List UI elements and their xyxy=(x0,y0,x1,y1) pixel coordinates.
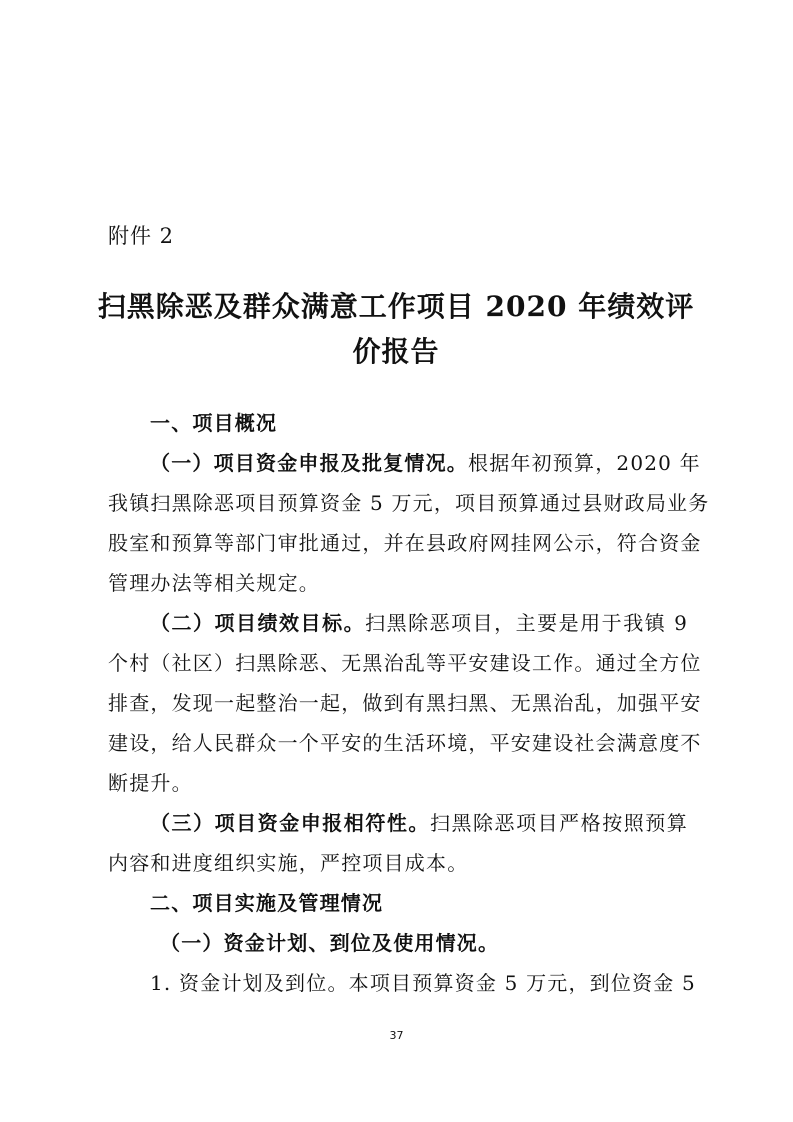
attachment-label: 附件 2 xyxy=(108,224,175,248)
section-1-heading: 一、项目概况 xyxy=(150,411,278,435)
paragraph-3-line-1-text: 扫黑除恶项目严格按照预算 xyxy=(429,811,688,835)
paragraph-1-line-4: 管理办法等相关规定。 xyxy=(108,571,320,595)
paragraph-3-line-1 xyxy=(150,807,688,836)
paragraph-1-line-3: 股室和预算等部门审批通过，并在县政府网挂网公示，符合资金 xyxy=(108,531,702,555)
report-title-line1: 扫黑除恶及群众满意工作项目 2020 年绩效评 xyxy=(97,290,695,323)
paragraph-2-line-4: 建设，给人民群众一个平安的生活环境，平安建设社会满意度不 xyxy=(108,731,702,755)
paragraph-2-line-2: 个村（社区）扫黑除恶、无黑治乱等平安建设工作。通过全方位 xyxy=(108,651,702,675)
paragraph-1-line-1-text: 根据年初预算，2020 年 xyxy=(468,451,701,475)
paragraph-2-line-1 xyxy=(150,607,688,636)
report-title-line2: 价报告 xyxy=(352,335,440,368)
paragraph-2-line-5: 断提升。 xyxy=(108,771,193,795)
paragraph-1-line-1 xyxy=(150,447,701,476)
paragraph-2-heading: （二）项目绩效目标。 xyxy=(150,611,366,635)
paragraph-1-heading: （一）项目资金申报及批复情况。 xyxy=(150,451,468,475)
section-2-item-1: 1. 资金计划及到位。本项目预算资金 5 万元，到位资金 5 xyxy=(150,971,696,995)
section-2-heading: 二、项目实施及管理情况 xyxy=(150,891,384,915)
paragraph-3-heading: （三）项目资金申报相符性。 xyxy=(150,811,430,835)
paragraph-2-line-3: 排查，发现一起整治一起，做到有黑扫黑、无黑治乱，加强平安 xyxy=(108,691,702,715)
paragraph-3-line-2: 内容和进度组织实施，严控项目成本。 xyxy=(108,851,469,875)
page-number: 37 xyxy=(389,1029,404,1042)
section-2-subheading-1: （一）资金计划、到位及使用情况。 xyxy=(160,931,500,955)
paragraph-2-line-1-text: 扫黑除恶项目，主要是用于我镇 9 xyxy=(365,611,688,635)
paragraph-1-line-2: 我镇扫黑除恶项目预算资金 5 万元，项目预算通过县财政局业务 xyxy=(108,491,710,515)
